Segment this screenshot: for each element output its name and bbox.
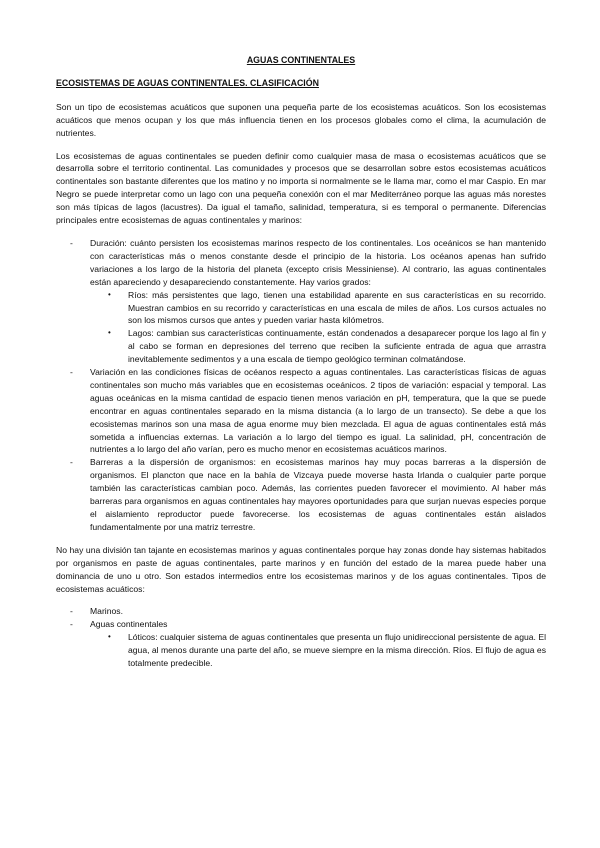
- sublist-item: [90, 631, 546, 670]
- paragraph-transition: No hay una división tan tajante en ecosistemas marinos y aguas continentales porque hay zonas donde hay sistemas habitados por organismos en paste de aguas continentales, parte marinos y en función del estado de la marea puede haber una dominancia de uno u otro. Son estados intermedios entre los ecosistemas marinos y de los aguas continentales. Tipos de ecosistemas acuáticos:: [56, 544, 546, 594]
- sublist-item: [90, 327, 546, 366]
- sublist-item: [90, 289, 546, 328]
- dash-marker: -: [70, 457, 73, 468]
- bullet-marker: •: [108, 289, 111, 299]
- list-item: [56, 618, 546, 670]
- list-item: [56, 237, 546, 366]
- paragraph-intro: Son un tipo de ecosistemas acuáticos que suponen una pequeña parte de los ecosistemas acuáticos. Son los ecosistemas acuáticos que menos ocupan y los que más influencia tienen en los procesos globales como el clima, la acumulación de nutrientes.: [56, 101, 546, 138]
- ecosystem-types-list: [56, 605, 546, 670]
- dash-marker: -: [70, 606, 73, 617]
- list-item-text: Marinos.: [90, 606, 123, 617]
- bullet-marker: •: [108, 632, 111, 642]
- sublist: [90, 289, 546, 366]
- list-item: [56, 456, 546, 533]
- dash-marker: -: [70, 619, 73, 630]
- document-title: AGUAS CONTINENTALES: [246, 55, 356, 65]
- list-item-text: Aguas continentales: [90, 619, 168, 630]
- section-heading: ECOSISTEMAS DE AGUAS CONTINENTALES. CLASIFICACIÓN: [56, 77, 319, 88]
- dash-marker: -: [70, 237, 73, 248]
- sublist-item-text: Lagos: cambian sus características continuamente, están condenados a desaparecer porque los lago al fin y al cabo se forman en depresiones del terreno que reciben la suficiente entrada de agua que arrastra inevitablemente sedimentos y a una escala de tiempo geológico terminan colmatándose.: [128, 328, 546, 365]
- differences-list: [56, 237, 546, 534]
- list-item: [56, 366, 546, 456]
- sublist-item-text: Ríos: más persistentes que lago, tienen una estabilidad aparente en sus características en su recorrido. Muestran cambios en su recorrido y características en una escala de miles de años. Los cursos actuales no son los mismos cursos que antes y pueden variar hasta kilómetros.: [128, 289, 546, 326]
- list-item-text: Variación en las condiciones físicas de océanos respecto a aguas continentales. Las características físicas de aguas continentales son mucho más variables que en ecosistemas oceánicos. 2 tipos de variación: espacial y temporal. Las aguas oceánicas en la misma cantidad de espacio tienen menos variación en pH, temperatura, que la que se puede encontrar en aguas continentales separado en la misma distancia (a lo largo de un transecto). Se debe a que los ecosistemas marinos son una masa de agua enorme muy bien mezclada. El agua de aguas continentales está más sometida a influencias externas. La variación a lo largo del tiempo es igual. La salinidad, pH, concentración de nutrientes a lo largo del año varían, pero es mucho menor en ecosistemas acuáticos marinos.: [90, 367, 546, 455]
- list-item-text: Duración: cuánto persisten los ecosistemas marinos respecto de los continentales. Los oceánicos se han mantenido con características más o menos constante desde el principio de la historia. Los océanos apenas han sufrido variaciones a los largo de la historia del planeta (excepto crisis Messiniense). Al contrario, las aguas continentales están apareciendo y desapareciendo constantemente. Hay varios grados:: [90, 237, 546, 287]
- list-item: [56, 605, 546, 618]
- list-item-text: Barreras a la dispersión de organismos: en ecosistemas marinos hay muy pocas barreras a la dispersión de organismos. El plancton que nace en la bahía de Vizcaya puede moverse hasta Irlanda o cualquier parte porque también las características cambian poco. Además, las corrientes pueden favorecer el movimiento. Al haber más barreras para organismos en aguas continentales hay mayores oportunidades para que surjan nuevas especies porque el aislamiento reproductor puede favorecerse. los ecosistemas de aguas continentales están aislados fundamentalmente por una matriz terrestre.: [90, 457, 546, 532]
- sublist-item-text: Lóticos: cualquier sistema de aguas continentales que presenta un flujo unidireccional persistente de agua. El agua, al menos durante una parte del año, se mueve siempre en la misma dirección. Ríos. El flujo de agua es totalmente predecible.: [128, 632, 546, 669]
- dash-marker: -: [70, 367, 73, 378]
- paragraph-definition: Los ecosistemas de aguas continentales se pueden definir como cualquier masa de masa o ecosistemas acuáticos que se desarrolla sobre el territorio continental. Las comunidades y procesos que se desarrollan sobre estos ecosistemas acuáticos continentales son bastante diferentes que los matino y no importa si normalmente se le llama mar, como el mar Caspio. En mar Negro se puede interpretar como un lago con una pequeña conexión con el mar Mediterráneo porque las aguas más norestes son más típicas de lagos (lacustres). Da igual el tamaño, salinidad, temperatura, si es temporal o permanente. Diferencias principales entre ecosistemas de aguas continentales y marinos:: [56, 150, 546, 226]
- sublist: [90, 631, 546, 670]
- bullet-marker: •: [108, 328, 111, 338]
- document-body: [56, 54, 546, 680]
